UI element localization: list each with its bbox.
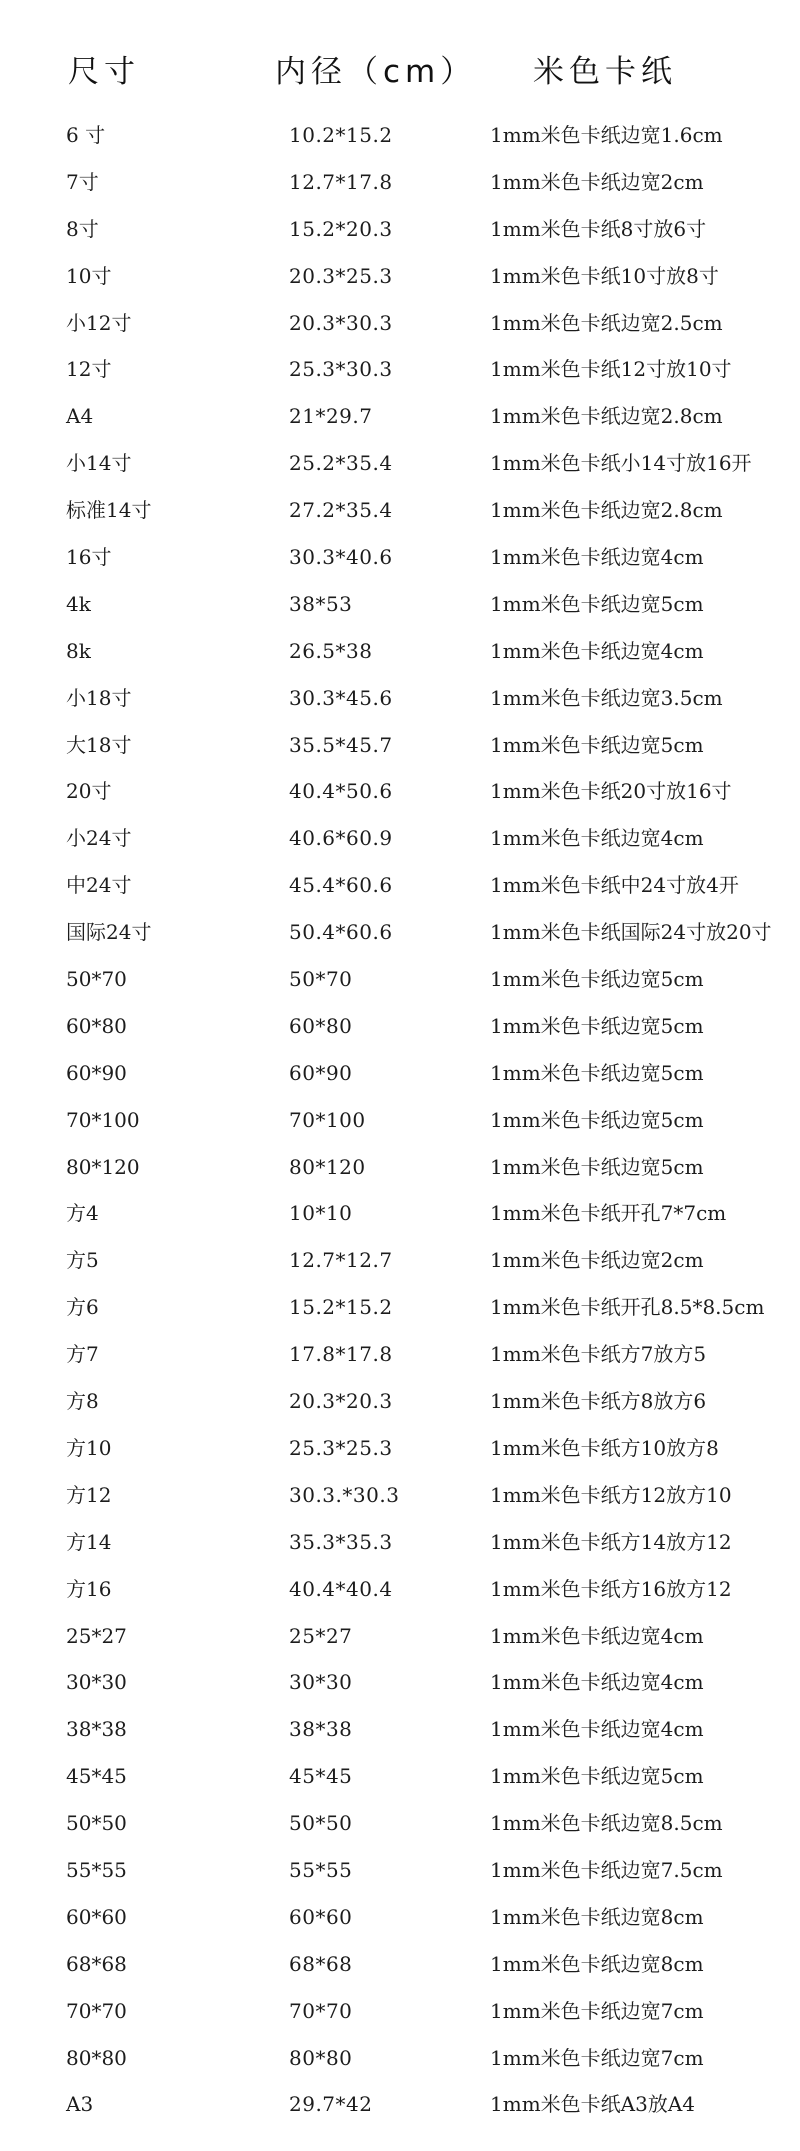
- size-cell: 国际24寸: [66, 920, 152, 945]
- table-row: [0, 1941, 800, 1988]
- cardboard-cell: 1mm米色卡纸边宽5cm: [490, 967, 704, 992]
- cardboard-cell: 1mm米色卡纸边宽5cm: [490, 591, 704, 616]
- header-size: 尺寸: [68, 54, 140, 90]
- size-cell: 方6: [66, 1295, 99, 1320]
- inner-diameter-cell: 21*29.7: [289, 404, 373, 429]
- inner-diameter-cell: 25.3*30.3: [289, 357, 393, 382]
- cardboard-cell: 1mm米色卡纸8寸放6寸: [490, 216, 707, 241]
- size-cell: 70*100: [66, 1107, 140, 1132]
- size-cell: 50*70: [66, 967, 127, 992]
- inner-diameter-cell: 40.4*40.4: [289, 1576, 393, 1601]
- table-row: [0, 1284, 800, 1331]
- cardboard-cell: 1mm米色卡纸边宽1.6cm: [490, 123, 723, 147]
- cardboard-cell: 1mm米色卡纸边宽2.5cm: [490, 310, 723, 335]
- inner-diameter-cell: 15.2*20.3: [289, 216, 393, 241]
- table-row: [0, 1706, 800, 1753]
- cardboard-cell: 1mm米色卡纸边宽5cm: [490, 1060, 704, 1085]
- table-row: [0, 1378, 800, 1425]
- inner-diameter-cell: 10*10: [289, 1201, 353, 1226]
- inner-diameter-cell: 20.3*20.3: [289, 1389, 393, 1414]
- inner-diameter-cell: 12.7*17.8: [289, 169, 393, 194]
- cardboard-cell: 1mm米色卡纸小14寸放16开: [490, 451, 752, 476]
- cardboard-cell: 1mm米色卡纸边宽4cm: [490, 826, 704, 851]
- size-cell: 方14: [66, 1529, 112, 1554]
- inner-diameter-cell: 60*60: [289, 1904, 353, 1929]
- inner-diameter-cell: 20.3*30.3: [289, 310, 393, 335]
- size-cell: 68*68: [66, 1951, 127, 1976]
- inner-diameter-cell: 60*80: [289, 1013, 353, 1038]
- size-cell: 方8: [66, 1389, 99, 1414]
- cardboard-cell: 1mm米色卡纸12寸放10寸: [490, 357, 732, 382]
- inner-diameter-cell: 60*90: [289, 1060, 353, 1085]
- size-cell: 38*38: [66, 1717, 127, 1742]
- size-cell: 方4: [66, 1201, 99, 1226]
- table-row: [0, 1331, 800, 1378]
- inner-diameter-cell: 17.8*17.8: [289, 1342, 393, 1367]
- inner-diameter-cell: 30.3*40.6: [289, 545, 393, 570]
- table-row: [0, 628, 800, 675]
- size-cell: 小12寸: [66, 310, 132, 335]
- header-inner-diameter: 内径（cm）: [275, 54, 477, 90]
- table-row: [0, 112, 800, 159]
- size-cell: 60*60: [66, 1904, 127, 1929]
- inner-diameter-cell: 15.2*15.2: [289, 1295, 393, 1320]
- cardboard-cell: 1mm米色卡纸边宽4cm: [490, 1717, 704, 1742]
- size-cell: 方12: [66, 1482, 112, 1507]
- size-cell: 80*80: [66, 2045, 127, 2070]
- cardboard-cell: 1mm米色卡纸国际24寸放20寸: [490, 920, 772, 945]
- inner-diameter-cell: 50*50: [289, 1811, 353, 1836]
- cardboard-cell: 1mm米色卡纸方16放方12: [490, 1576, 732, 1601]
- table-row: [0, 1050, 800, 1097]
- inner-diameter-cell: 26.5*38: [289, 638, 373, 663]
- size-cell: 8寸: [66, 216, 99, 241]
- size-cell: 标准14寸: [66, 498, 152, 523]
- size-cell: 20寸: [66, 779, 112, 804]
- size-cell: 16寸: [66, 545, 112, 570]
- cardboard-cell: 1mm米色卡纸边宽2cm: [490, 1248, 704, 1273]
- table-row: [0, 1613, 800, 1660]
- table-row: [0, 815, 800, 862]
- table-row: [0, 487, 800, 534]
- inner-diameter-cell: 35.3*35.3: [289, 1529, 393, 1554]
- table-row: [0, 393, 800, 440]
- cardboard-cell: 1mm米色卡纸边宽2.8cm: [490, 404, 723, 429]
- inner-diameter-cell: 29.7*42: [289, 2092, 373, 2117]
- cardboard-cell: 1mm米色卡纸边宽7cm: [490, 1998, 704, 2023]
- size-cell: 10寸: [66, 263, 112, 288]
- cardboard-cell: 1mm米色卡纸A3放A4: [490, 2092, 695, 2117]
- table-body: [0, 112, 800, 2128]
- inner-diameter-cell: 50.4*60.6: [289, 920, 393, 945]
- cardboard-cell: 1mm米色卡纸边宽8cm: [490, 1904, 704, 1929]
- table-row: [0, 909, 800, 956]
- table-row: [0, 1753, 800, 1800]
- cardboard-cell: 1mm米色卡纸边宽4cm: [490, 1670, 704, 1695]
- size-cell: 60*90: [66, 1060, 127, 1085]
- size-cell: 6 寸: [66, 123, 106, 147]
- cardboard-cell: 1mm米色卡纸方8放方6: [490, 1389, 707, 1414]
- inner-diameter-cell: 50*70: [289, 967, 353, 992]
- size-cell: 50*50: [66, 1811, 127, 1836]
- cardboard-cell: 1mm米色卡纸边宽7cm: [490, 2045, 704, 2070]
- size-cell: A4: [66, 404, 94, 429]
- table-row: [0, 1190, 800, 1237]
- table-row: [0, 722, 800, 769]
- cardboard-cell: 1mm米色卡纸边宽5cm: [490, 732, 704, 757]
- size-cell: 大18寸: [66, 732, 132, 757]
- inner-diameter-cell: 45*45: [289, 1764, 353, 1789]
- inner-diameter-cell: 20.3*25.3: [289, 263, 393, 288]
- table-row: [0, 1566, 800, 1613]
- inner-diameter-cell: 25*27: [289, 1623, 353, 1648]
- size-cell: 30*30: [66, 1670, 127, 1695]
- size-cell: 70*70: [66, 1998, 127, 2023]
- inner-diameter-cell: 38*53: [289, 591, 353, 616]
- size-cell: 小24寸: [66, 826, 132, 851]
- table-row: [0, 581, 800, 628]
- table-row: [0, 1237, 800, 1284]
- table-row: [0, 534, 800, 581]
- inner-diameter-cell: 80*80: [289, 2045, 353, 2070]
- cardboard-cell: 1mm米色卡纸方12放方10: [490, 1482, 732, 1507]
- size-cell: 55*55: [66, 1857, 127, 1882]
- cardboard-cell: 1mm米色卡纸20寸放16寸: [490, 779, 732, 804]
- size-cell: 方10: [66, 1435, 112, 1460]
- inner-diameter-cell: 12.7*12.7: [289, 1248, 393, 1273]
- table-row: [0, 346, 800, 393]
- inner-diameter-cell: 38*38: [289, 1717, 353, 1742]
- table-row: [0, 159, 800, 206]
- size-cell: 12寸: [66, 357, 112, 382]
- cardboard-cell: 1mm米色卡纸边宽2.8cm: [490, 498, 723, 523]
- size-cell: 方5: [66, 1248, 99, 1273]
- size-cell: 小18寸: [66, 685, 132, 710]
- cardboard-cell: 1mm米色卡纸边宽7.5cm: [490, 1857, 723, 1882]
- inner-diameter-cell: 80*120: [289, 1154, 366, 1179]
- table-row: [0, 1144, 800, 1191]
- inner-diameter-cell: 25.3*25.3: [289, 1435, 393, 1460]
- size-cell: 方7: [66, 1342, 99, 1367]
- table-row: [0, 2081, 800, 2128]
- size-cell: 8k: [66, 638, 91, 663]
- inner-diameter-cell: 25.2*35.4: [289, 451, 393, 476]
- table-row: [0, 253, 800, 300]
- cardboard-cell: 1mm米色卡纸边宽4cm: [490, 545, 704, 570]
- cardboard-cell: 1mm米色卡纸方14放方12: [490, 1529, 732, 1554]
- inner-diameter-cell: 70*70: [289, 1998, 353, 2023]
- cardboard-cell: 1mm米色卡纸边宽5cm: [490, 1013, 704, 1038]
- size-cell: 45*45: [66, 1764, 127, 1789]
- table-row: [0, 2035, 800, 2082]
- inner-diameter-cell: 40.6*60.9: [289, 826, 393, 851]
- inner-diameter-cell: 70*100: [289, 1107, 366, 1132]
- cardboard-cell: 1mm米色卡纸边宽2cm: [490, 169, 704, 194]
- table-row: [0, 1847, 800, 1894]
- inner-diameter-cell: 40.4*50.6: [289, 779, 393, 804]
- cardboard-cell: 1mm米色卡纸开孔8.5*8.5cm: [490, 1295, 765, 1320]
- cardboard-cell: 1mm米色卡纸开孔7*7cm: [490, 1201, 727, 1226]
- inner-diameter-cell: 27.2*35.4: [289, 498, 393, 523]
- table-row: [0, 1659, 800, 1706]
- table-row: [0, 440, 800, 487]
- cardboard-cell: 1mm米色卡纸边宽4cm: [490, 1623, 704, 1648]
- size-cell: 方16: [66, 1576, 112, 1601]
- inner-diameter-cell: 30.3*45.6: [289, 685, 393, 710]
- size-cell: 4k: [66, 591, 91, 616]
- inner-diameter-cell: 10.2*15.2: [289, 123, 393, 147]
- table-row: [0, 956, 800, 1003]
- table-row: [0, 1425, 800, 1472]
- cardboard-cell: 1mm米色卡纸边宽5cm: [490, 1107, 704, 1132]
- cardboard-cell: 1mm米色卡纸10寸放8寸: [490, 263, 719, 288]
- table-row: [0, 768, 800, 815]
- size-cell: 60*80: [66, 1013, 127, 1038]
- table-row: [0, 862, 800, 909]
- cardboard-cell: 1mm米色卡纸边宽3.5cm: [490, 685, 723, 710]
- table-row: [0, 1894, 800, 1941]
- table-row: [0, 1800, 800, 1847]
- header-beige-cardboard: 米色卡纸: [533, 54, 677, 90]
- table-row: [0, 1519, 800, 1566]
- table-row: [0, 1097, 800, 1144]
- cardboard-cell: 1mm米色卡纸方7放方5: [490, 1342, 707, 1367]
- table-row: [0, 1472, 800, 1519]
- table-header: [0, 46, 800, 94]
- size-cell: A3: [66, 2092, 94, 2117]
- size-cell: 中24寸: [66, 873, 132, 898]
- size-cell: 25*27: [66, 1623, 127, 1648]
- table-row: [0, 300, 800, 347]
- inner-diameter-cell: 30.3.*30.3: [289, 1482, 400, 1507]
- inner-diameter-cell: 30*30: [289, 1670, 353, 1695]
- cardboard-cell: 1mm米色卡纸方10放方8: [490, 1435, 719, 1460]
- inner-diameter-cell: 45.4*60.6: [289, 873, 393, 898]
- cardboard-cell: 1mm米色卡纸中24寸放4开: [490, 873, 739, 898]
- table-row: [0, 1003, 800, 1050]
- size-cell: 7寸: [66, 169, 99, 194]
- cardboard-cell: 1mm米色卡纸边宽5cm: [490, 1764, 704, 1789]
- cardboard-cell: 1mm米色卡纸边宽8.5cm: [490, 1811, 723, 1836]
- cardboard-cell: 1mm米色卡纸边宽5cm: [490, 1154, 704, 1179]
- inner-diameter-cell: 35.5*45.7: [289, 732, 393, 757]
- table-row: [0, 675, 800, 722]
- cardboard-cell: 1mm米色卡纸边宽8cm: [490, 1951, 704, 1976]
- inner-diameter-cell: 55*55: [289, 1857, 353, 1882]
- table-row: [0, 206, 800, 253]
- size-cell: 80*120: [66, 1154, 140, 1179]
- inner-diameter-cell: 68*68: [289, 1951, 353, 1976]
- size-cell: 小14寸: [66, 451, 132, 476]
- table-row: [0, 1988, 800, 2035]
- cardboard-cell: 1mm米色卡纸边宽4cm: [490, 638, 704, 663]
